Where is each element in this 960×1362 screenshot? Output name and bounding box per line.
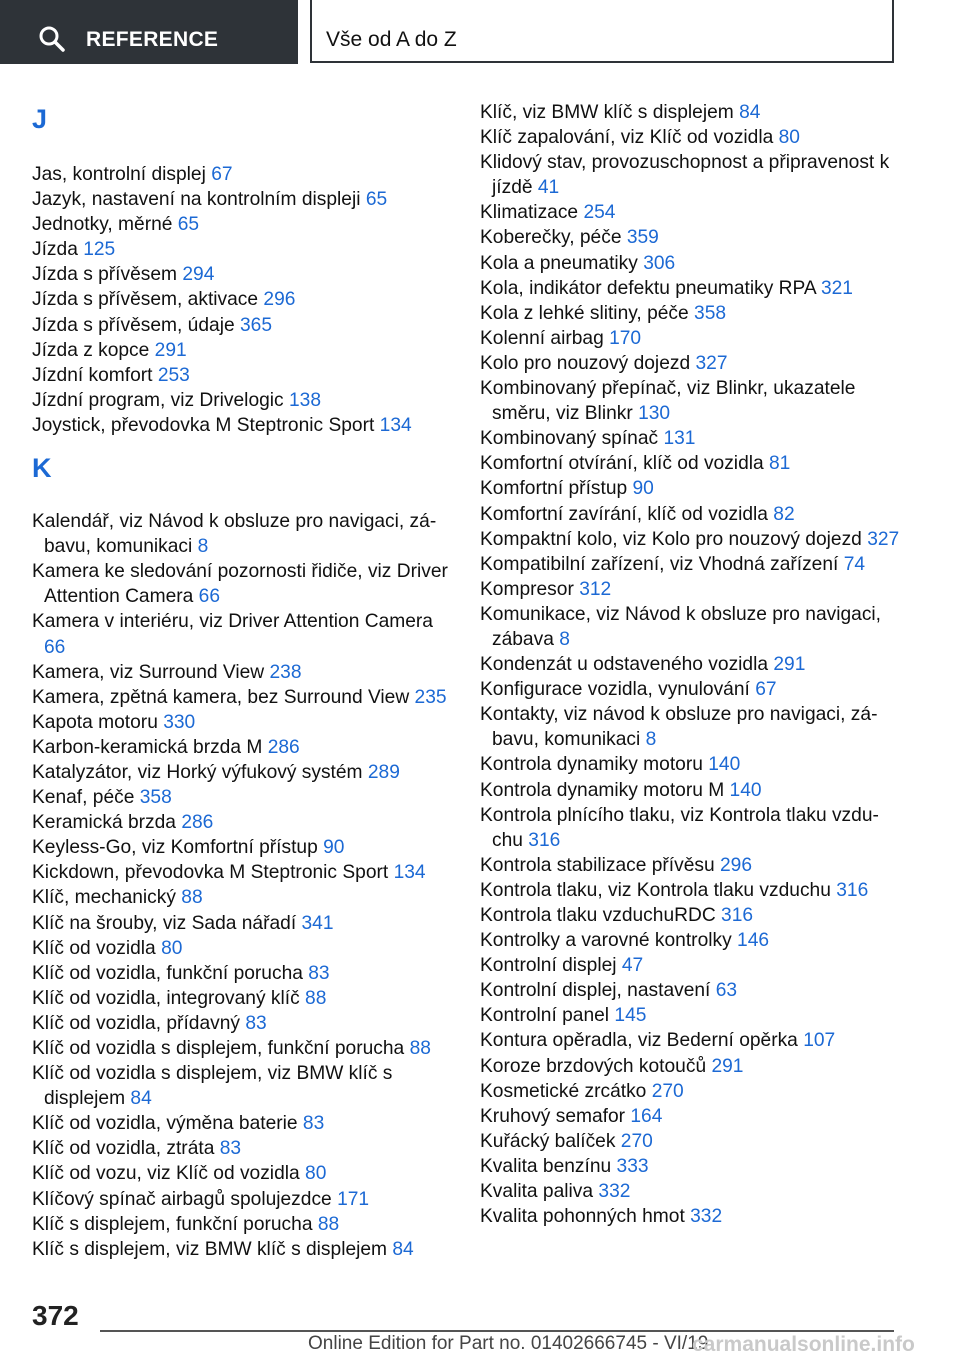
index-entry <box>32 710 452 735</box>
index-entry-text: Kvalita benzínu <box>480 1155 612 1177</box>
page-header <box>0 0 960 66</box>
index-entry-page-link[interactable]: 291 <box>154 339 187 361</box>
index-entry-text: Katalyzátor, viz Horký výfukový systém <box>32 761 363 783</box>
index-entry <box>32 1161 452 1186</box>
index-entry-text: Jízdní program, viz Drivelogic <box>32 389 284 411</box>
index-entry-page-link[interactable]: 74 <box>843 553 866 575</box>
index-entry-text: Klíč od vozidla, funkční porucha <box>32 962 303 984</box>
index-entry-page-link[interactable]: 341 <box>301 912 334 934</box>
index-entry-text: Jednotky, měrné <box>32 214 173 236</box>
index-entry-page-link[interactable]: 107 <box>803 1030 836 1052</box>
index-entry-page-link[interactable]: 67 <box>755 679 777 701</box>
index-entry-text: Joystick, převodovka M Steptronic Sport <box>32 414 375 436</box>
index-entry-text: Klíč, viz BMW klíč s displejem <box>480 102 734 123</box>
index-entry-page-link[interactable]: 88 <box>317 1213 340 1235</box>
index-entry <box>480 1079 900 1104</box>
index-entry-page-link[interactable]: 327 <box>695 352 728 374</box>
index-entry-page-link[interactable]: 145 <box>614 1005 647 1027</box>
index-entry-text: Koroze brzdových kotoučů <box>480 1055 707 1077</box>
index-entry-page-link[interactable]: 291 <box>773 654 806 676</box>
index-entry <box>32 287 452 312</box>
index-entry-text: Keramická brzda <box>32 812 176 834</box>
index-entry <box>480 150 900 200</box>
index-entry-text: Kola a pneumatiky <box>480 252 638 274</box>
index-entry-text: Kamera, zpětná kamera, bez Surround View <box>32 686 410 708</box>
index-entry-page-link[interactable]: 130 <box>638 403 671 425</box>
index-entry-text: Jízda <box>32 239 78 261</box>
index-entry-page-link[interactable]: 270 <box>651 1080 684 1102</box>
index-entry-text: Kombinovaný přepínač, viz Blinkr, ukazatele směru, viz Blinkr <box>480 378 856 425</box>
index-entry-text: Kontrola dynamiky motoru <box>480 754 703 776</box>
index-entry-text: Klíč od vozidla <box>32 937 156 959</box>
index-entry-text: Klíč od vozidla s displejem, funkční porucha <box>32 1038 405 1059</box>
index-entry-page-link[interactable]: 358 <box>139 787 172 809</box>
index-entry <box>32 1187 452 1212</box>
index-entry-page-link[interactable]: 80 <box>305 1163 327 1185</box>
index-entry-text: Kompatibilní zařízení, viz Vhodná zařízení <box>480 553 839 575</box>
index-entry-text: Kvalita paliva <box>480 1181 594 1203</box>
index-entry-page-link[interactable]: 8 <box>197 536 209 558</box>
index-entry-page-link[interactable]: 63 <box>715 980 738 1002</box>
index-entry <box>32 685 452 710</box>
reference-tab-label: REFERENCE <box>86 28 219 51</box>
index-entry-page-link[interactable]: 88 <box>181 887 203 909</box>
index-entry <box>480 1129 900 1154</box>
index-entry <box>480 602 900 652</box>
index-entry-text: Kola, indikátor defektu pneumatiky RPA <box>480 277 816 299</box>
index-entry <box>480 200 900 225</box>
index-entry-text: Komunikace, viz Návod k obsluze pro navigaci, zábava <box>480 603 882 650</box>
index-entry-page-link[interactable]: 88 <box>409 1038 431 1059</box>
index-entry-page-link[interactable]: 125 <box>83 239 116 261</box>
index-entry-page-link[interactable]: 289 <box>367 761 400 783</box>
index-entry-page-link[interactable]: 140 <box>708 754 741 776</box>
index-entry-page-link[interactable]: 131 <box>663 428 696 450</box>
index-entry <box>32 1061 452 1111</box>
index-entry <box>32 1011 452 1036</box>
index-entry <box>32 936 452 961</box>
index-entry-text: Komfortní přístup <box>480 478 628 500</box>
index-entry-page-link[interactable]: 286 <box>267 736 300 758</box>
index-entry <box>32 735 452 760</box>
index-entry-text: Klíč zapalování, viz Klíč od vozidla <box>480 127 774 149</box>
index-entry <box>480 1028 900 1053</box>
index-entry-text: Kamera, viz Surround View <box>32 661 265 683</box>
index-entry <box>32 559 452 609</box>
index-entry-page-link[interactable]: 90 <box>323 837 345 859</box>
index-entry-page-link[interactable]: 306 <box>643 252 676 274</box>
index-entry <box>480 853 900 878</box>
index-entry-text: Kamera ke sledování pozornosti řidiče, viz Driver Attention Camera <box>32 561 448 608</box>
index-entry <box>32 660 452 685</box>
index-entry-page-link[interactable]: 65 <box>365 189 388 211</box>
index-entry-text: Kontrola dynamiky motoru M <box>480 779 725 801</box>
index-entry-text: Karbon-keramická brzda M <box>32 736 263 758</box>
index-entry-text: Kola z lehké slitiny, péče <box>480 302 689 324</box>
index-entry-text: Klíč od vozidla, přídavný <box>32 1012 240 1034</box>
index-entry <box>32 986 452 1011</box>
reference-tab[interactable] <box>0 0 298 64</box>
index-entry <box>480 125 900 150</box>
index-letter-k: K <box>32 453 52 484</box>
index-entry-text: Kenaf, péče <box>32 787 135 809</box>
index-entry-page-link[interactable]: 170 <box>609 327 642 349</box>
footer-divider <box>100 1330 894 1332</box>
index-entry-page-link[interactable]: 83 <box>245 1012 267 1034</box>
index-entry-text: Klíč od vozidla, výměna baterie <box>32 1113 298 1135</box>
index-entry-page-link[interactable]: 359 <box>626 227 659 249</box>
index-entry <box>480 251 900 276</box>
index-entry <box>32 237 452 262</box>
index-entry <box>32 509 452 559</box>
index-entry <box>480 752 900 777</box>
index-entry <box>480 928 900 953</box>
index-entry-text: Kombinovaný spínač <box>480 428 659 450</box>
index-entry-text: Kvalita pohonných hmot <box>480 1206 685 1228</box>
index-entry-text: Jazyk, nastavení na kontrolním displeji <box>32 189 361 211</box>
index-entry-text: Jízdní komfort <box>32 364 153 386</box>
index-entry <box>480 1204 900 1229</box>
index-entry-page-link[interactable]: 316 <box>836 879 869 901</box>
index-entry <box>32 1111 452 1136</box>
index-entry-text: Koberečky, péče <box>480 227 622 249</box>
index-entry-text: Komfortní zavírání, klíč od vozidla <box>480 503 768 525</box>
index-entry <box>32 162 452 187</box>
index-entry-text: Kontrolní panel <box>480 1005 610 1027</box>
index-entry-page-link[interactable]: 84 <box>130 1088 152 1110</box>
index-entry-page-link[interactable]: 83 <box>302 1113 325 1135</box>
index-entry-text: Klíč od vozidla s displejem, viz BMW klíč s displejem <box>32 1063 393 1110</box>
index-entry <box>480 702 900 752</box>
index-entry-text: Jízda z kopce <box>32 339 150 361</box>
index-entry-page-link[interactable]: 88 <box>305 987 327 1009</box>
index-entry-page-link[interactable]: 254 <box>583 202 616 224</box>
index-entry-page-link[interactable]: 83 <box>308 962 330 984</box>
index-entry-page-link[interactable]: 330 <box>163 711 196 733</box>
index-entry-page-link[interactable]: 296 <box>263 289 296 311</box>
index-entry <box>480 426 900 451</box>
index-entry <box>32 785 452 810</box>
index-entry-text: Jízda s přívěsem, aktivace <box>32 289 259 311</box>
index-entry <box>32 760 452 785</box>
index-entry <box>480 527 900 552</box>
index-entry-text: Jas, kontrolní displej <box>32 164 206 185</box>
index-entry <box>32 212 452 237</box>
index-entry-page-link[interactable]: 146 <box>737 930 770 952</box>
index-entry <box>480 652 900 677</box>
index-entry-text: Klimatizace <box>480 202 579 224</box>
index-entry-page-link[interactable]: 66 <box>198 586 220 608</box>
index-entry-text: Klíčový spínač airbagů spolujezdce <box>32 1188 332 1210</box>
index-entry <box>480 778 900 803</box>
index-entry <box>480 953 900 978</box>
index-entry-page-link[interactable]: 235 <box>414 686 447 708</box>
index-entry-page-link[interactable]: 134 <box>379 414 412 436</box>
index-entry-page-link[interactable]: 332 <box>690 1206 723 1228</box>
index-entry-page-link[interactable]: 316 <box>721 905 754 926</box>
index-entry-page-link[interactable]: 81 <box>769 453 791 475</box>
index-entry <box>480 1104 900 1129</box>
index-entry-page-link[interactable]: 67 <box>211 164 233 185</box>
index-entry-text: Jízda s přívěsem <box>32 264 178 286</box>
index-entry-page-link[interactable]: 286 <box>181 812 214 834</box>
index-entry-page-link[interactable]: 90 <box>632 478 654 500</box>
index-entry <box>480 351 900 376</box>
index-entry <box>480 100 900 125</box>
index-entry <box>32 1237 452 1262</box>
index-column-right <box>480 100 900 1229</box>
index-entry-page-link[interactable]: 80 <box>161 937 183 959</box>
index-entry-text: Kondenzát u odstaveného vozidla <box>480 654 769 676</box>
index-entry <box>480 476 900 501</box>
index-entry-page-link[interactable]: 358 <box>694 302 727 324</box>
index-entry-page-link[interactable]: 66 <box>44 636 66 658</box>
index-entry <box>480 502 900 527</box>
index-entry-text: Kontakty, viz návod k obsluze pro navigaci, zábavu, komunikaci <box>480 704 878 751</box>
index-letter-j: J <box>32 104 48 134</box>
index-entry <box>32 860 452 885</box>
index-entry-page-link[interactable]: 80 <box>778 127 800 149</box>
index-entry-page-link[interactable]: 47 <box>621 955 644 977</box>
index-entry <box>480 803 900 853</box>
index-entry <box>480 677 900 702</box>
index-entry-page-link[interactable]: 291 <box>711 1055 744 1077</box>
index-entry <box>480 276 900 301</box>
watermark: carmanualsonline.info <box>692 1333 915 1356</box>
index-entry <box>32 313 452 338</box>
index-entry-text: Kosmetické zrcátko <box>480 1080 647 1102</box>
index-entry-text: Kontrolky a varovné kontrolky <box>480 930 732 952</box>
index-entry-text: Klíč s displejem, funkční porucha <box>32 1213 313 1235</box>
index-entry <box>480 878 900 903</box>
index-entry <box>480 1154 900 1179</box>
index-list-k-continued <box>480 100 900 1229</box>
index-entry <box>480 301 900 326</box>
index-entry-text: Klidový stav, provozuschopnost a připravenost k jízdě <box>480 152 890 199</box>
index-entry-text: Kontrola tlaku, viz Kontrola tlaku vzduchu <box>480 879 831 901</box>
index-entry-text: Kuřácký balíček <box>480 1130 616 1152</box>
section-title: Vše od A do Z <box>326 28 457 51</box>
index-entry-page-link[interactable]: 82 <box>773 503 795 525</box>
index-entry <box>32 609 452 659</box>
index-entry <box>32 363 452 388</box>
index-entry-page-link[interactable]: 253 <box>157 364 190 386</box>
index-entry <box>32 885 452 910</box>
index-entry <box>32 413 452 438</box>
index-entry-page-link[interactable]: 333 <box>616 1155 649 1177</box>
index-entry-text: Kamera v interiéru, viz Driver Attention Camera <box>32 611 433 633</box>
index-entry-text: Kontrola plnícího tlaku, viz Kontrola tlaku vzduchu <box>480 804 879 851</box>
index-entry-page-link[interactable]: 84 <box>392 1238 414 1260</box>
index-entry-page-link[interactable]: 296 <box>719 854 752 876</box>
index-entry <box>480 326 900 351</box>
index-entry-text: Kompresor <box>480 578 574 600</box>
index-entry-page-link[interactable]: 83 <box>219 1138 242 1160</box>
index-entry-page-link[interactable]: 134 <box>393 862 426 884</box>
index-entry-page-link[interactable]: 321 <box>820 277 853 299</box>
index-entry-page-link[interactable]: 41 <box>537 177 560 199</box>
index-entry-text: Kontrolní displej, nastavení <box>480 980 711 1002</box>
index-entry <box>480 903 900 928</box>
index-entry-page-link[interactable]: 8 <box>559 628 570 650</box>
index-entry-page-link[interactable]: 312 <box>579 578 612 600</box>
index-column-left <box>32 100 452 1262</box>
index-entry <box>32 262 452 287</box>
index-entry-page-link[interactable]: 327 <box>867 528 900 550</box>
index-entry-page-link[interactable]: 138 <box>289 389 322 411</box>
index-entry <box>480 451 900 476</box>
index-entry <box>480 577 900 602</box>
index-entry <box>32 835 452 860</box>
index-entry-text: Komfortní otvírání, klíč od vozidla <box>480 453 764 475</box>
index-entry <box>32 187 452 212</box>
index-entry <box>480 1054 900 1079</box>
index-entry-text: Kontrolní displej <box>480 955 617 977</box>
index-entry-text: Jízda s přívěsem, údaje <box>32 314 235 336</box>
index-entry-text: Kruhový semafor <box>480 1105 626 1127</box>
index-entry-text: Kolo pro nouzový dojezd <box>480 352 691 374</box>
index-entry <box>32 961 452 986</box>
search-icon <box>38 25 66 53</box>
index-entry-text: Kalendář, viz Návod k obsluze pro navigaci, zábavu, komunikaci <box>32 511 437 558</box>
index-entry <box>32 810 452 835</box>
index-entry-text: Klíč od vozidla, integrovaný klíč <box>32 987 300 1009</box>
index-entry-page-link[interactable]: 140 <box>729 779 762 801</box>
index-entry <box>480 1003 900 1028</box>
index-entry-text: Kontrola stabilizace přívěsu <box>480 854 715 876</box>
index-entry-page-link[interactable]: 84 <box>739 102 761 123</box>
index-list-k <box>32 509 452 1262</box>
index-entry-page-link[interactable]: 332 <box>598 1181 631 1203</box>
index-entry-page-link[interactable]: 316 <box>528 829 561 851</box>
index-entry-page-link[interactable]: 294 <box>182 264 215 286</box>
index-entry-page-link[interactable]: 238 <box>269 661 302 683</box>
index-entry-page-link[interactable]: 270 <box>620 1130 653 1152</box>
index-entry-text: Kickdown, převodovka M Steptronic Sport <box>32 862 389 884</box>
index-entry-text: Kolenní airbag <box>480 327 604 349</box>
index-entry <box>480 376 900 426</box>
index-entry-page-link[interactable]: 164 <box>630 1105 663 1127</box>
index-entry <box>32 388 452 413</box>
index-entry-text: Klíč od vozu, viz Klíč od vozidla <box>32 1163 300 1185</box>
index-entry <box>32 1212 452 1237</box>
index-entry-text: Keyless-Go, viz Komfortní přístup <box>32 837 318 859</box>
page-number: 372 <box>32 1300 79 1331</box>
index-entry <box>32 911 452 936</box>
index-entry <box>32 338 452 363</box>
index-entry-text: Kompaktní kolo, viz Kolo pro nouzový dojezd <box>480 528 862 550</box>
index-entry <box>32 1136 452 1161</box>
section-title-box <box>310 0 894 63</box>
index-entry-text: Kontrola tlaku vzduchuRDC <box>480 905 716 926</box>
index-entry-text: Klíč od vozidla, ztráta <box>32 1138 215 1160</box>
index-entry-page-link[interactable]: 171 <box>337 1188 370 1210</box>
index-entry-text: Kontura opěradla, viz Bederní opěrka <box>480 1030 798 1052</box>
index-list-j <box>32 162 452 438</box>
index-entry-text: Klíč na šrouby, viz Sada nářadí <box>32 912 297 934</box>
index-entry <box>480 552 900 577</box>
edition-note: Online Edition for Part no. 01402666745 - VI/19 <box>308 1333 709 1354</box>
index-entry-text: Klíč, mechanický <box>32 887 176 909</box>
index-entry <box>480 978 900 1003</box>
index-entry <box>480 1179 900 1204</box>
index-entry-page-link[interactable]: 8 <box>645 729 657 751</box>
index-entry <box>32 1036 452 1061</box>
index-entry-text: Klíč s displejem, viz BMW klíč s displejem <box>32 1238 388 1260</box>
index-entry-text: Konfigurace vozidla, vynulování <box>480 679 750 701</box>
index-entry-text: Kapota motoru <box>32 711 158 733</box>
index-entry <box>480 225 900 250</box>
index-entry-page-link[interactable]: 365 <box>239 314 272 336</box>
index-entry-page-link[interactable]: 65 <box>177 214 200 236</box>
